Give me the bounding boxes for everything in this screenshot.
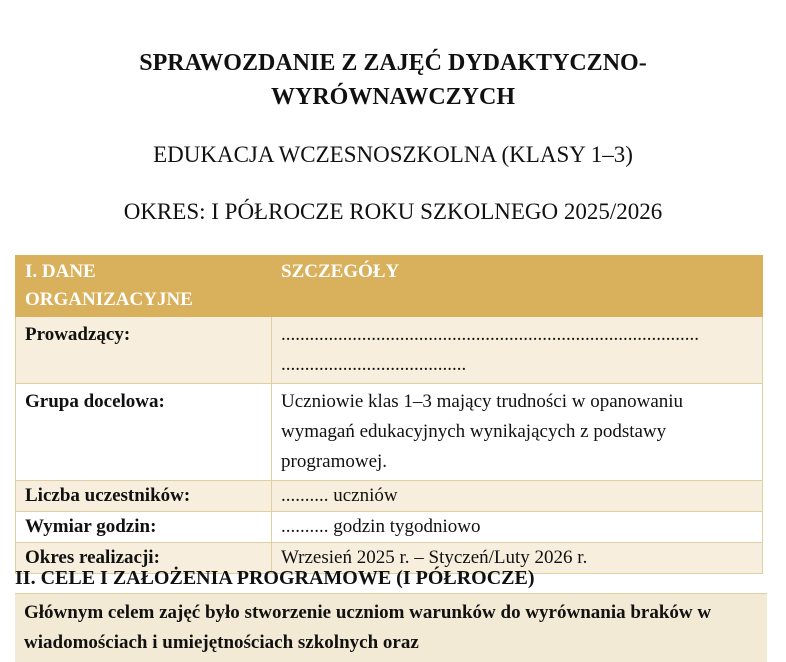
table-row-hours (16, 512, 763, 543)
table-row-target-group (16, 384, 763, 481)
organizational-data-table (15, 255, 763, 574)
row-label: Wymiar godzin: (16, 512, 272, 543)
instructor-dots-line2: ....................................... (281, 354, 467, 375)
row-label: Okres realizacji: (16, 543, 272, 574)
row-value-hours: .......... godzin tygodniowo (272, 512, 763, 543)
header-cell-organizational (16, 256, 272, 317)
document-title-line2: WYRÓWNAWCZYCH (270, 84, 515, 110)
section2-goal-text: Głównym celem zajęć było stworzenie uczniom warunków do wyrównania braków w wiadomościach i umiejętnościach szkolnych oraz (15, 593, 767, 662)
header-col1-line1: I. DANE (25, 261, 96, 282)
row-value-participants: .......... uczniów (272, 481, 763, 512)
document-subtitle-period: OKRES: I PÓŁROCZE ROKU SZKOLNEGO 2025/2026 (123, 199, 663, 224)
table-header-row (16, 256, 763, 317)
header-col2-label: SZCZEGÓŁY (281, 261, 400, 282)
row-value-instructor (272, 317, 763, 384)
document-title-line1: SPRAWOZDANIE Z ZAJĘĆ DYDAKTYCZNO- (139, 50, 647, 76)
table-row-participants (16, 481, 763, 512)
row-label: Liczba uczestników: (16, 481, 272, 512)
row-value-target-group: Uczniowie klas 1–3 mający trudności w opanowaniu wymagań edukacyjnych wynikających z podstawy programowej. (272, 384, 763, 481)
section2-heading: II. CELE I ZAŁOŻENIA PROGRAMOWE (I PÓŁROCZE) (15, 567, 535, 589)
row-label: Grupa docelowa: (16, 384, 272, 481)
header-cell-details (272, 256, 763, 317)
document-subtitle-education: EDUKACJA WCZESNOSZKOLNA (KLASY 1–3) (153, 142, 633, 167)
row-label: Prowadzący: (16, 317, 272, 384)
row-value-period: Wrzesień 2025 r. – Styczeń/Luty 2026 r. (272, 543, 763, 574)
header-col1-line2: ORGANIZACYJNE (25, 289, 193, 310)
instructor-dots-line1: ........................................................................................ (281, 324, 699, 345)
table-row-instructor (16, 317, 763, 384)
